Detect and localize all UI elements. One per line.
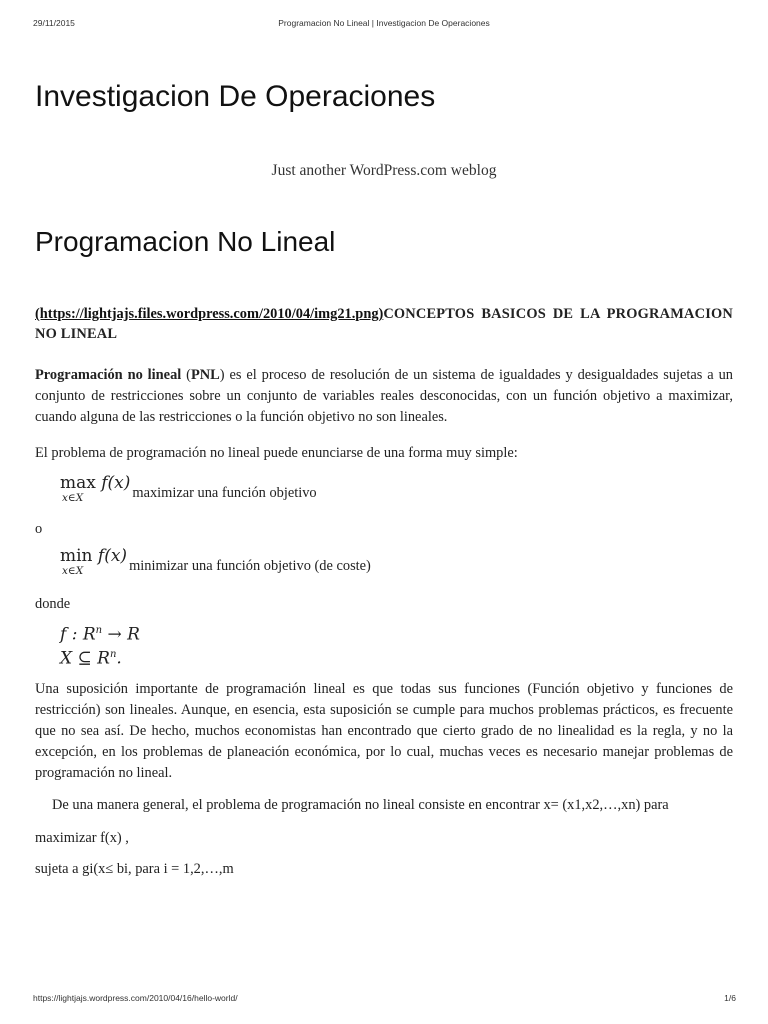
donde-text: donde xyxy=(35,596,71,612)
objective-line: maximizar f(x) , xyxy=(35,830,129,847)
site-tagline: Just another WordPress.com weblog xyxy=(271,162,497,179)
print-page-title: Programacion No Lineal | Investigacion De Operaciones xyxy=(278,18,490,28)
print-page-number: 1/6 xyxy=(724,993,736,1003)
image-link[interactable]: (https://lightjajs.files.wordpress.com/2010/04/img21.png) xyxy=(35,306,384,322)
post-title: Programacion No Lineal xyxy=(35,226,336,257)
or-text: o xyxy=(35,521,43,537)
max-label: maximizar una función objetivo xyxy=(132,485,317,501)
print-date: 29/11/2015 xyxy=(33,18,75,28)
pnl-definition: ) es el proceso de resolución de un sistema de igualdades y desigualdades sujetas a un conjunto de restricciones sobre un conjunto de variables reales desconocidas, con un función objetivo a maximizar, cuando alguna de las restricciones o la función objetivo no son lineales. xyxy=(35,367,733,425)
min-domain: x∈X xyxy=(62,565,84,577)
assumption-paragraph: Una suposición importante de programación lineal es que todas sus funciones (Función objetivo y funciones de restricción) son lineales. Aunque, en esencia, esta suposición se cumple para muchos problemas prácticos, es frecuente que no sea así. De hecho, muchos economistas han encontrado que cierto grado de no linealidad es la regla, y no la excepción, en los problemas de planeación económica, por lo cual, muchas veces es necesario manejar problemas de programación no lineal. xyxy=(35,681,733,782)
max-domain: x∈X xyxy=(62,492,84,504)
set-definition: X ⊆ $R^n$. xyxy=(60,648,122,669)
site-title[interactable]: Investigacion De Operaciones xyxy=(35,80,436,113)
min-formula xyxy=(60,546,733,577)
definitions xyxy=(60,621,733,668)
lead-heading: CONCEPTOS BASICOS DE LA PROGRAMACION NO LINEAL xyxy=(35,306,733,342)
function-definition: f : $R^n \to R$ xyxy=(60,624,140,645)
intro-paragraph xyxy=(35,365,733,428)
min-label: minimizar una función objetivo (de coste) xyxy=(129,558,371,574)
max-operator: max xyxy=(60,473,96,493)
print-url: https://lightjajs.wordpress.com/2010/04/16/hello-world/ xyxy=(33,993,238,1003)
min-operator: min xyxy=(60,546,93,566)
general-problem-paragraph: De una manera general, el problema de programación no lineal consiste en encontrar x= (x1,x2,…,xn) para xyxy=(52,797,669,814)
lead-paragraph xyxy=(35,304,733,344)
max-function: f(x) xyxy=(101,473,131,493)
constraint-line: sujeta a gi(x≤ bi, para i = 1,2,…,m xyxy=(35,861,234,878)
print-header xyxy=(0,18,768,30)
max-formula xyxy=(60,473,733,504)
post-content xyxy=(35,304,733,880)
statement-paragraph: El problema de programación no lineal puede enunciarse de una forma muy simple: xyxy=(35,445,518,461)
pnl-open: ( xyxy=(181,367,191,383)
min-function: f(x) xyxy=(97,546,128,566)
print-footer xyxy=(0,993,768,1005)
pnl-term: Programación no lineal xyxy=(35,367,182,383)
pnl-abbr: PNL xyxy=(190,367,220,383)
